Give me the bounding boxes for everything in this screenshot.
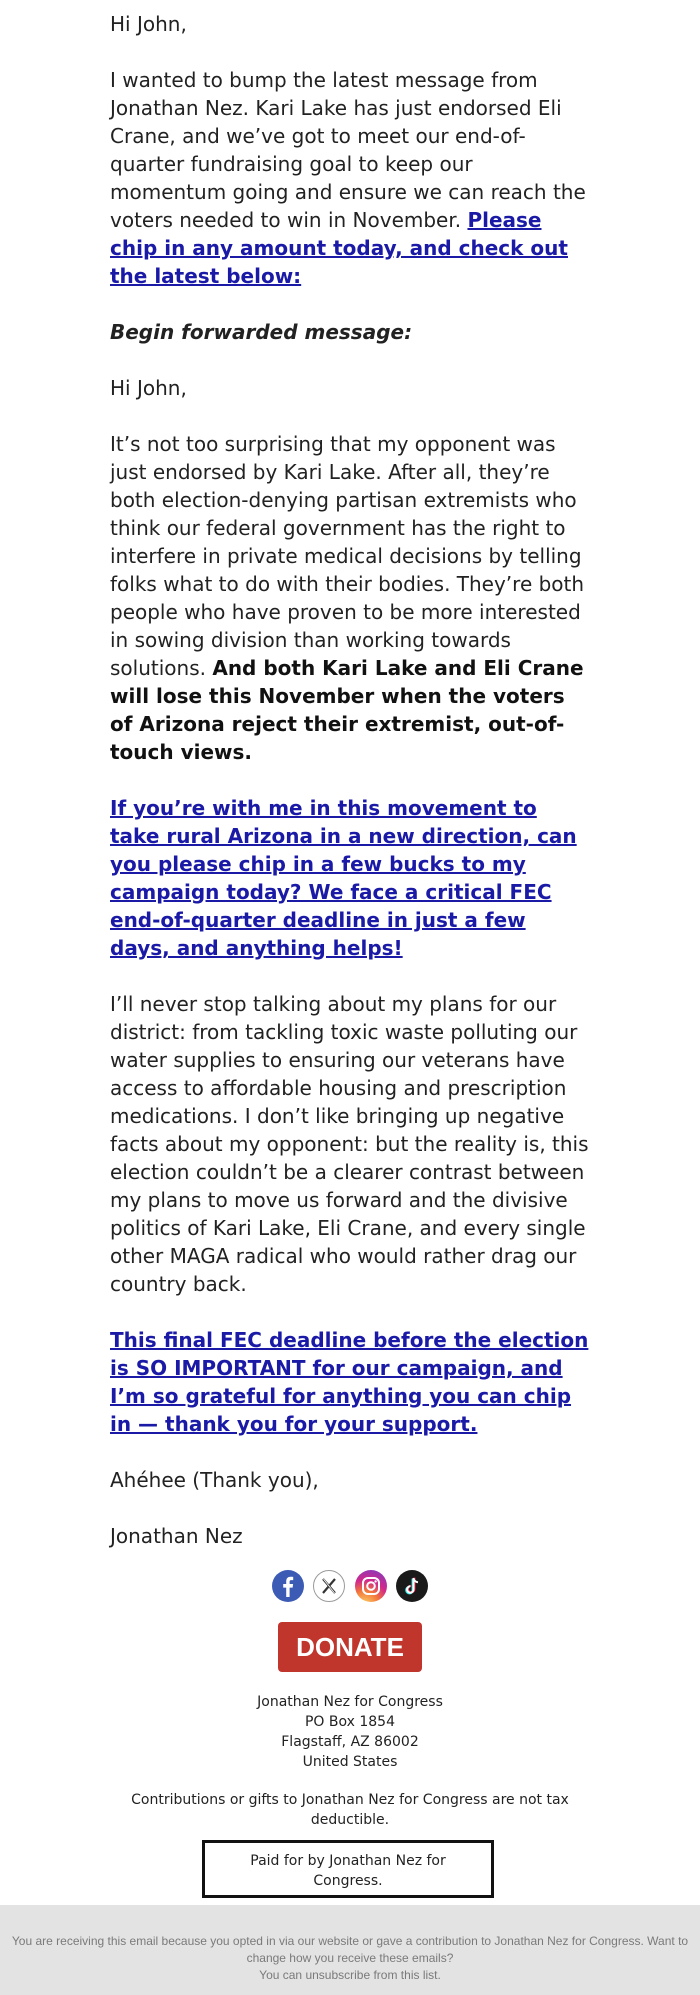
address-org: Jonathan Nez for Congress	[257, 1694, 443, 1710]
unsubscribe-text	[0, 1933, 700, 1984]
mailing-address	[0, 1692, 700, 1772]
paid-for-text: Paid for by Jonathan Nez for Congress.	[250, 1853, 446, 1889]
address-po-box: PO Box 1854	[304, 1714, 395, 1730]
unsubscribe-bar	[0, 1905, 700, 1995]
body-paragraph-2: I’ll never stop talking about my plans for our district: from tackling toxic waste polluting our water supplies to ensuring our veterans have access to affordable housing and prescription medications. I don’t like bringing up negative facts about my opponent: but the reality is, this election couldn’t be a clearer contrast between my plans to move us forward and the divisive politics of Kari Lake, Eli Crane, and every single other MAGA radical who would rather drag our country back.	[110, 992, 589, 1296]
donate-button[interactable]: DONATE	[278, 1622, 422, 1672]
cta-paragraph-1	[110, 794, 590, 962]
unsubscribe-link[interactable]: You can unsubscribe from this list.	[259, 1968, 441, 1982]
paid-for-box	[202, 1840, 494, 1898]
signature: Jonathan Nez	[110, 1524, 243, 1548]
forwarded-greeting: Hi John,	[110, 376, 187, 400]
intro-text: I wanted to bump the latest message from Jonathan Nez. Kari Lake has just endorsed Eli Crane, and we’ve got to meet our end-of-quarter fundraising goal to keep our momentum going and ensure we can reach the voters needed to win in November.	[110, 68, 586, 232]
body-1-text: It’s not too surprising that my opponent was just endorsed by Kari Lake. After all, they’re both election-denying partisan extremists who think our federal government has the right to interfere in private medical decisions by telling folks what to do with their bodies. They’re both people who have proven to be more interested in sowing division than working towards solutions.	[110, 432, 585, 680]
greeting: Hi John,	[110, 12, 187, 36]
body-paragraph-1	[110, 430, 590, 766]
social-links	[0, 1570, 700, 1604]
intro-paragraph	[110, 66, 590, 290]
address-city: Flagstaff, AZ 86002	[281, 1734, 419, 1750]
body-1-bold: And both Kari Lake and Eli Crane will lose this November when the voters of Arizona reject their extremist, out-of-touch views.	[110, 656, 584, 764]
address-country: United States	[302, 1754, 398, 1770]
intro-donate-link[interactable]: Please chip in any amount today, and check out the latest below:	[110, 208, 568, 288]
facebook-icon[interactable]	[272, 1570, 304, 1602]
forwarded-header: Begin forwarded message:	[110, 320, 413, 344]
unsubscribe-line-1: You are receiving this email because you opted in via our website or gave a contribution to Jonathan Nez for Congress. Want to change how you receive these emails?	[11, 1934, 689, 1965]
x-icon[interactable]	[313, 1570, 345, 1602]
cta-link-1[interactable]: If you’re with me in this movement to take rural Arizona in a new direction, can you please chip in a few bucks to my campaign today? We face a critical FEC end-of-quarter deadline in just a few days, and anything helps!	[110, 796, 577, 960]
tiktok-icon[interactable]	[396, 1570, 428, 1602]
closing-thanks: Ahéhee (Thank you),	[110, 1468, 319, 1492]
cta-link-2[interactable]: This final FEC deadline before the election is SO IMPORTANT for our campaign, and I’m so grateful for anything you can chip in — thank you for your support.	[110, 1328, 589, 1436]
tax-disclaimer-text: Contributions or gifts to Jonathan Nez for Congress are not tax deductible.	[131, 1792, 569, 1828]
instagram-icon[interactable]	[355, 1570, 387, 1602]
tax-disclaimer	[0, 1790, 700, 1830]
cta-paragraph-2	[110, 1326, 590, 1438]
